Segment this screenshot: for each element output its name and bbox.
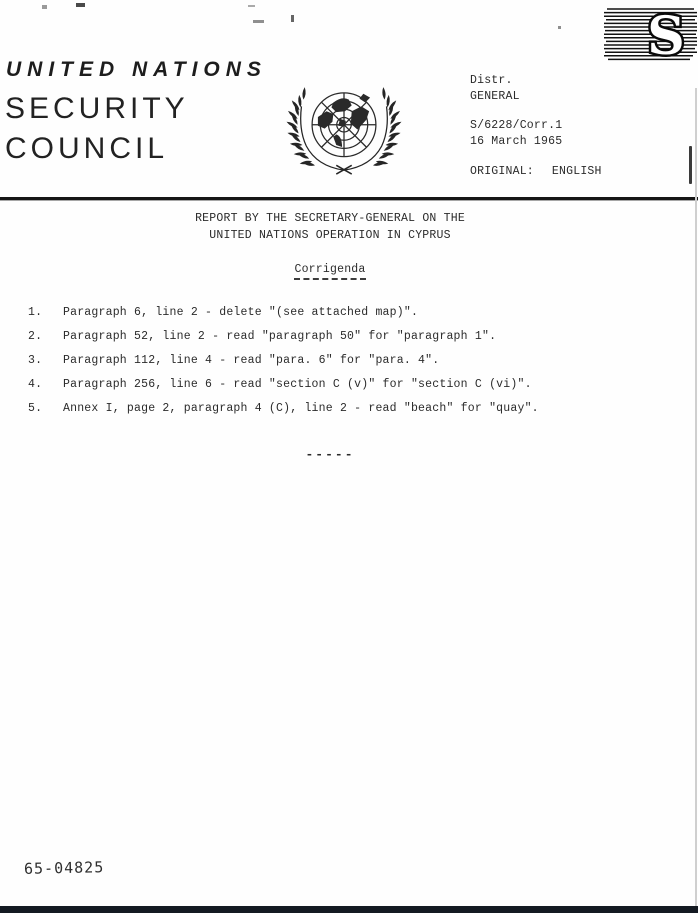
list-item-text: Annex I, page 2, paragraph 4 (C), line 2 - read "beach" for "quay".	[63, 402, 539, 415]
scan-edge-mark	[689, 146, 692, 184]
report-title	[0, 210, 660, 244]
end-separator: -----	[305, 447, 355, 462]
list-item-number: 5.	[28, 402, 43, 415]
section-heading: Corrigenda	[294, 263, 365, 280]
scan-speck	[253, 20, 264, 23]
scan-speck	[42, 5, 47, 9]
org-name: UNITED NATIONS	[6, 58, 267, 81]
list-item	[28, 353, 648, 377]
distribution-type: GENERAL	[470, 90, 520, 103]
scan-speck	[291, 15, 294, 22]
document-symbol: S/6228/Corr.1	[470, 119, 563, 132]
organ-name-line2: COUNCIL	[5, 132, 169, 165]
list-item	[28, 305, 648, 329]
original-language: ENGLISH	[551, 165, 602, 178]
list-item-number: 3.	[28, 354, 43, 367]
list-item-text: Paragraph 52, line 2 - read "paragraph 50" for "paragraph 1".	[63, 330, 497, 343]
footer-job-number: 65-04825	[23, 858, 105, 878]
section-heading-block	[0, 263, 660, 280]
list-item-number: 1.	[28, 306, 43, 319]
list-item	[28, 401, 648, 425]
header-divider-rule	[0, 197, 698, 200]
list-item-text: Paragraph 6, line 2 - delete "(see attached map)".	[63, 306, 419, 319]
report-title-line2: UNITED NATIONS OPERATION IN CYPRUS	[209, 229, 451, 242]
scan-speck	[558, 26, 561, 29]
list-item-text: Paragraph 112, line 4 - read "para. 6" for "para. 4".	[63, 354, 440, 367]
scan-bottom-bar	[0, 906, 698, 913]
list-item-text: Paragraph 256, line 6 - read "section C (v)" for "section C (vi)".	[63, 378, 532, 391]
list-item	[28, 329, 648, 353]
distribution-block	[470, 73, 602, 180]
un-emblem-icon	[286, 75, 402, 188]
corrections-list	[28, 305, 648, 425]
report-title-line1: REPORT BY THE SECRETARY-GENERAL ON THE	[195, 212, 465, 225]
series-letter: S	[647, 7, 685, 64]
list-item-number: 2.	[28, 330, 43, 343]
scan-speck	[76, 3, 85, 7]
distribution-label: Distr.	[470, 74, 513, 87]
original-label: ORIGINAL:	[470, 165, 534, 178]
list-item-number: 4.	[28, 378, 43, 391]
scan-speck	[248, 5, 255, 7]
original-language-line	[470, 164, 602, 180]
list-item	[28, 377, 648, 401]
document-date: 16 March 1965	[470, 135, 563, 148]
organ-name-line1: SECURITY	[5, 92, 189, 125]
page-edge-line	[695, 88, 697, 913]
document-series-s-icon	[604, 7, 697, 64]
